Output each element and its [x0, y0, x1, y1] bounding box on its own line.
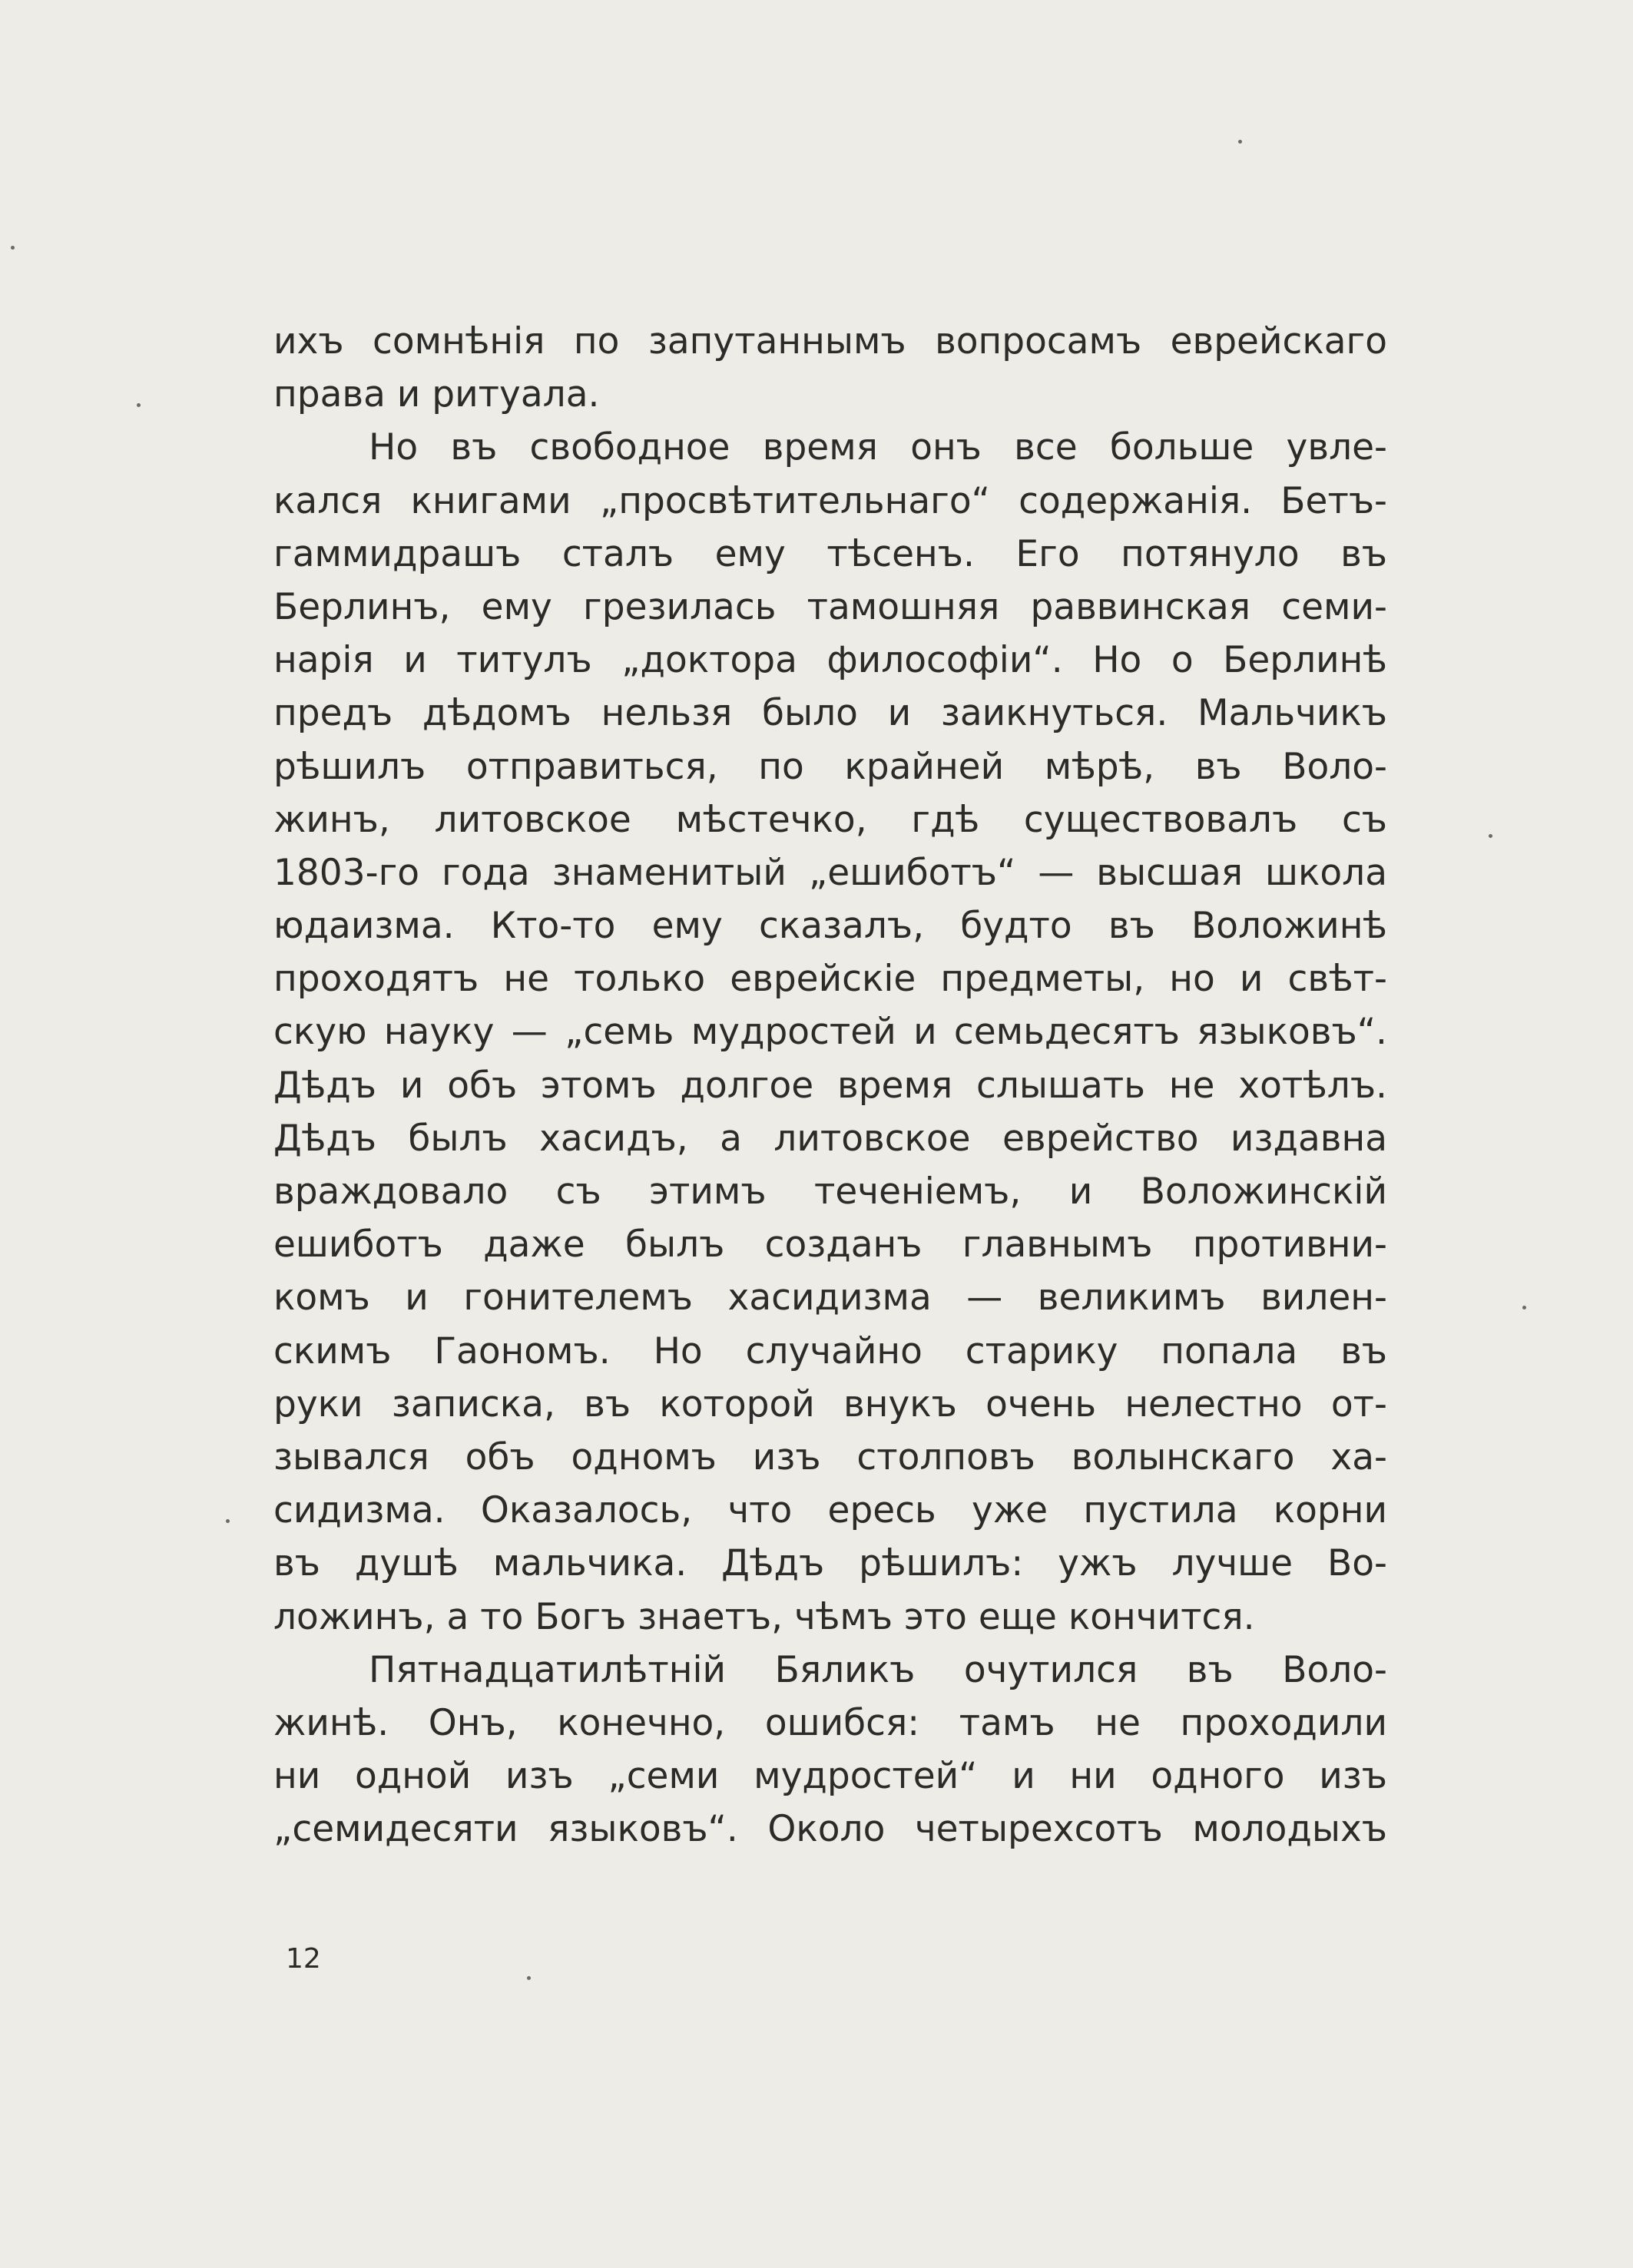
text-line: кался книгами „просвѣтительнаго“ содержанія. Бетъ- [273, 479, 1387, 522]
text-line: 1803-го года знаменитый „ешиботъ“ — высшая школа [273, 851, 1387, 894]
text-line: Пятнадцатилѣтній Бяликъ очутился въ Воло- [369, 1648, 1387, 1691]
text-line: скую науку — „семь мудростей и семьдесятъ языковъ“. [273, 1011, 1387, 1054]
text-line: враждовало съ этимъ теченіемъ, и Воложинскій [273, 1170, 1387, 1213]
text-line: гаммидрашъ сталъ ему тѣсенъ. Его потянуло въ [273, 532, 1387, 575]
paper-speck [11, 246, 15, 250]
text-line: руки записка, въ которой внукъ очень нелестно от- [273, 1382, 1387, 1425]
text-line: Берлинъ, ему грезилась тамошняя раввинская семи- [273, 585, 1387, 628]
paper-speck [1522, 1306, 1526, 1309]
paper-speck [137, 403, 141, 407]
text-line: Дѣдъ былъ хасидъ, а литовское еврейство издавна [273, 1117, 1387, 1160]
text-line: рѣшилъ отправиться, по крайней мѣрѣ, въ Воло- [273, 745, 1387, 788]
page-number: 12 [286, 1943, 321, 1975]
text-line: Но въ свободное время онъ все больше увле- [369, 426, 1387, 469]
paper-speck [1489, 834, 1492, 838]
text-line: ни одной изъ „семи мудростей“ и ни одного изъ [273, 1755, 1387, 1798]
text-line: проходятъ не только еврейскіе предметы, но и свѣт- [273, 958, 1387, 1001]
text-line: нарія и титулъ „доктора философіи“. Но о Берлинѣ [273, 639, 1387, 682]
paper-speck [1238, 140, 1242, 144]
text-line: ихъ сомнѣнія по запутаннымъ вопросамъ еврейскаго [273, 320, 1387, 363]
text-line: права и ритуала. [273, 373, 600, 416]
text-line: Дѣдъ и объ этомъ долгое время слышать не хотѣлъ. [273, 1064, 1387, 1107]
text-line: жинѣ. Онъ, конечно, ошибся: тамъ не проходили [273, 1701, 1387, 1744]
text-line: юдаизма. Кто-то ему сказалъ, будто въ Воложинѣ [273, 905, 1387, 948]
paper-speck [226, 1519, 230, 1523]
text-line: комъ и гонителемъ хасидизма — великимъ вилен- [273, 1276, 1387, 1319]
text-line: жинъ, литовское мѣстечко, гдѣ существовалъ съ [273, 798, 1387, 841]
text-line: зывался объ одномъ изъ столповъ волынскаго ха- [273, 1435, 1387, 1478]
text-line: скимъ Гаономъ. Но случайно старику попала въ [273, 1329, 1387, 1372]
text-line: ешиботъ даже былъ созданъ главнымъ противни- [273, 1223, 1387, 1266]
text-line: „семидесяти языковъ“. Около четырехсотъ молодыхъ [273, 1808, 1387, 1851]
text-line: предъ дѣдомъ нельзя было и заикнуться. Мальчикъ [273, 692, 1387, 735]
text-line: въ душѣ мальчика. Дѣдъ рѣшилъ: ужъ лучше Во- [273, 1542, 1387, 1585]
body-text [273, 315, 1387, 1856]
text-line: ложинъ, а то Богъ знаетъ, чѣмъ это еще кончится. [273, 1595, 1255, 1638]
text-line: сидизма. Оказалось, что ересь уже пустила корни [273, 1489, 1387, 1532]
paper-speck [527, 1976, 531, 1980]
